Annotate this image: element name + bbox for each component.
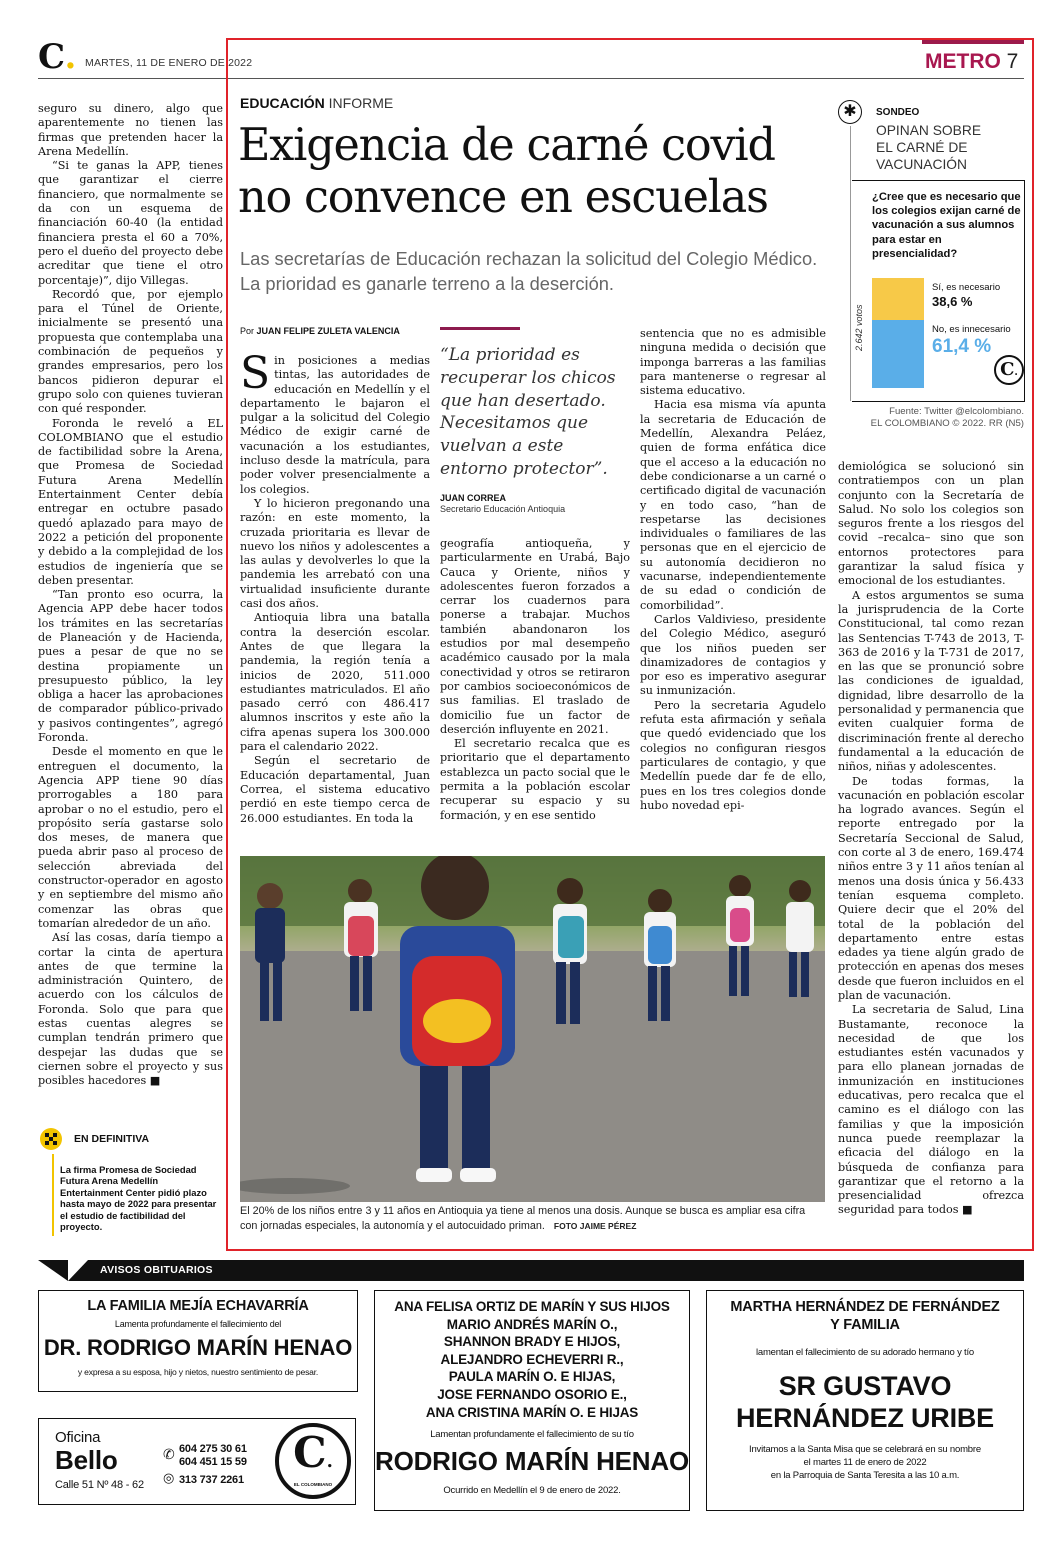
article-headline [238,120,828,224]
byline [240,326,400,336]
banner-title: AVISOS OBITUARIOS [100,1264,213,1276]
obituary-line: Lamenta profundamente el fallecimiento del [114,1319,282,1329]
left-paragraph: Foronda le reveló a EL COLOMBIANO que el estudio de factibilidad sobre la Arena, que Promesa de Sociedad Futura Arena Medellín Entertainment Center debía entregar en octubre pasado quedó aplazado para mayo de 2022 a petición del proponente y debido a la complejidad de los estudios de ingeniería que se deben presentar. [38,416,223,587]
poll-source: Fuente: Twitter @elcolombiano. [889,406,1024,417]
section-name: METRO [925,50,1001,73]
obituary-name: DR. RODRIGO MARÍN HENAO [43,1335,353,1360]
obituary-line: el martes 11 de enero de 2022 [803,1457,927,1468]
poll-inner [852,180,1025,402]
office-phone: 604 275 30 61 [179,1443,247,1455]
obituary-name: SR GUSTAVO [778,1371,952,1401]
drop-cap: S [240,348,271,399]
header-logo: C. [38,37,77,77]
article-paragraph: De todas formas, la vacunación en población escolar ha logrado avances. Según el reporte entregado por la Secretaría Seccional de Salud, con corte al 3 de enero, 169.474 niños entre 3 y 11 años tenían al menos una dosis única y 56.433 tenían esquema completo. Quiere decir que el 20% del total de la población del departamento entre estas edades ya tiene algún grado de protección en apenas dos meses desde que fueron incluidos en el plan de vacunación. [838,774,1024,1002]
obituaries-banner [38,1260,1024,1281]
obituary-family: JOSE FERNANDO OSORIO E., [437,1386,627,1402]
poll-box [836,100,1030,430]
left-paragraph: seguro su dinero, algo que aparentemente no tienen las firmas que pretenden hacer la Arena Medellín. [38,102,223,158]
poll-category-label: Sí, es necesario [932,282,1001,293]
obituary-box-1 [38,1290,358,1392]
definitiva-title: EN DEFINITIVA [74,1133,150,1145]
article-subhead: Las secretarías de Educación rechazan la solicitud del Colegio Médico. La prioridad es ganarle terreno a la deserción. [240,248,818,294]
logo-letter: C [38,37,65,77]
article-paragraph: geografía antioqueña, y particularmente en Urabá, Bajo Cauca y Oriente, niños y adolescentes fueron forzados a cerrar los cuadernos para ponerse a trabajar. Muchos también abandonaron los estudios por mal desempeño académico causado por la mala conectividad y otros se retiraron por cambios socioeconómicos de sus familias. El traslado de domicilio fue un factor de deserción influyente en 2021. [440,537,630,736]
office-city: Bello [55,1445,118,1475]
kicker-light: INFORME [328,95,394,111]
article-paragraph: El secretario recalca que es prioritario que el departamento establezca un pacto social que le permita a la población escolar recuperar su espacio y su formación, y en ese sentido [440,737,630,822]
article-paragraph: Antioquia libra una batalla contra la deserción escolar. Antes de que llegara la pandemia, la región tenía a inicios de 2020, 511.000 estudiantes matriculados. El año pasado cerró con 486.417 alumnos inscritos y este año la cifra apenas supera los 300.000 para el calendario 2022. [240,611,430,754]
caption-text: El 20% de los niños entre 3 y 11 años en Antioquia ya tiene al menos una dosis. Aunque se busca es ampliar esa cifra con jornadas especiales, la autonomía y el autocuidado priman. [240,1205,806,1232]
poll-bar-1 [872,320,924,388]
logo-brand: EL COLOMBIANO [293,1482,333,1487]
left-paragraph: Recordó que, por ejemplo para el Túnel de Oriente, inicialmente se presentó una propuesta que contemplaba una combinación de pequeños y grandes empresarios, pero los bancos pidieron depurar el grupo solo con quienes tuvieran con qué responder. [38,287,223,416]
obituary-family: PAULA MARÍN O. E HIJAS, [448,1369,616,1385]
obituary-box-2 [374,1290,690,1511]
article-col-4 [838,460,1024,1218]
headline-line: no convence en escuelas [238,172,768,223]
obituary-line: lamentan el fallecimiento de su adorado hermano y tío [755,1347,975,1358]
poll-votes: 2.642 votos [854,304,864,351]
obituary-family: LA FAMILIA MEJÍA ECHAVARRÍA [87,1298,309,1314]
byline-prefix: Por [240,326,255,336]
first-paragraph-text: in posiciones a medias tintas, las autoridades de educación en Medellín y el departamento le bajaron el pulgar a la solicitud del Colegio Médico de exigir carné de vacunación a los estudiantes, incluso desde la matrícula, para poder volver presencialmente a los colegios. [240,354,430,496]
left-column [38,102,223,1088]
office-address: Calle 51 Nº 48 - 62 [55,1479,144,1491]
photo-caption [240,1204,825,1233]
poll-category-label: No, es innecesario [932,324,1011,335]
definitiva-box [38,1126,223,1236]
left-paragraph: “Tan pronto eso ocurra, la Agencia APP debe hacer todos los trámites en las secretarías de Planeación y de Hacienda, pues a pesar de que no se destina propiamente un presupuesto público, la ley obliga a hacer las aprobaciones de comparador público-privado y pasivos contingentes”, agregó Foronda. [38,588,223,745]
article-col-1 [240,348,430,826]
obituary-line: Invitamos a la Santa Misa que se celebrará en su nombre [749,1444,981,1455]
banner-slash-2 [68,1260,88,1281]
article-paragraph: Según el secretario de Educación departamental, Juan Correa, el sistema educativo perdió en este tiempo cerca de 26.000 estudiantes. En toda la [240,754,430,825]
obituary-name: RODRIGO MARÍN HENAO [375,1446,689,1477]
article-paragraph: Hacia esa misma vía apunta la secretaria de Educación de Medellín, Alexandra Peláez, quien de forma enfática dice que el acceso a la educación no debe condicionarse a un carné o certificado digital de vacunación y en todo caso, “han de respetarse las decisiones individuales o familiares de las personas que en el ejercicio de su autonomía decidieron no vacunarse, independientemente de su edad o condición de comorbilidad”. [640,398,826,612]
photo-credit: FOTO JAIME PÉREZ [553,1220,637,1231]
phone-icon: ✆ [163,1447,175,1463]
logo-letter: C. [293,1428,333,1477]
obituary-line: y expresa a su esposa, hijo y nietos, nuestro sentimiento de pesar. [77,1367,319,1377]
obituary-line: Lamentan profundamente el fallecimiento de su tío [430,1429,634,1441]
article-paragraph: Y lo hicieron pregonando una razón: en este momento, la cruzada prioritaria es llevar de nuevo los niños y adolescentes a las aulas y devolverles lo que la pandemia les arrebató con una virtualidad insuficiente durante casi dos años. [240,496,430,611]
article-photo [240,856,825,1202]
poll-title: OPINAN SOBRE EL CARNÉ DE VACUNACIÓN [876,123,982,172]
headline-line: Exigencia de carné covid [238,120,775,171]
article-col-2 [440,537,630,823]
article-paragraph: demiológica se solucionó sin contratiempos con un plan conjunto con la Secretaría de Salud. No solo los colegios son seguros frente a los riesgos del covid –recalca– sino que son entornos protectores para garantizar la salud física y emocional de los estudiantes. [838,460,1024,588]
definitiva-rule [52,1154,54,1236]
left-paragraph: “Si te ganas la APP, tienes que garantizar el cierre financiero, que normalmente se da con un esquema de financiación 60-40 (la entidad financiera presta el 60 a 70%, pero el dueño del proyecto debe acreditar que tiene el otro porcentaje)”, dijo Villegas. [38,159,223,287]
quote-author: JUAN CORREA [440,492,507,503]
article-paragraph: Carlos Valdivieso, presidente del Colegio Médico, aseguró que los niños pueden ser dinamizadores de contagios y por eso es imperativo asegurar su inmunización. [640,612,826,698]
article-kicker [240,95,393,111]
poll-label: SONDEO [876,107,920,118]
poll-icon: ✱ [838,100,862,124]
article-paragraph: La secretaria de Salud, Lina Bustamante, reconoce la necesidad de que los estudiantes estén vacunados y para ello planean jornadas de inmunización en instituciones educativas, pero recalca que el camino es el diálogo con las familias y que la imposición nunca puede reemplazar la eficacia del diálogo en la búsqueda de confianza para garantizar que el retorno a la presencialidad ofrezca seguridad para todos ■ [838,1003,1024,1217]
poll-value-label: 61,4 % [932,336,992,357]
poll-bar-0 [872,278,924,320]
whatsapp-icon: ◎ [163,1471,175,1486]
obituary-family: SHANNON BRADY E HIJOS, [443,1334,621,1350]
article-paragraph: A estos argumentos se suma la jurisprudencia de la Corte Constitucional, tal como rezan las Sentencias T-743 de 2013, T-363 de 2016 y la T-731 de 2017, en las que se pronunció sobre las condiciones de igualdad, dignidad, libre desarrollo de la personalidad y permanencia que eviten cualquier forma de discriminación frente al derecho fundamental a la educación de niños, niñas y adolescentes. [838,588,1024,774]
obituary-names [375,1298,689,1421]
article-paragraph [240,348,430,497]
obituary-family: Y FAMILIA [830,1317,900,1333]
photo-illustration [240,856,825,1202]
left-paragraph: Así las cosas, daría tiempo a cortar la cinta de apertura antes de que termine la administración Quintero, de acuerdo con los cálculos de Foronda. Solo que para que estas cuentas alegres se cumplan tendrán primero que despejar las dudas que se ciernen sobre el proyecto y sus posibles hacedores ■ [38,931,223,1088]
left-paragraph: Desde el momento en que le entreguen el documento, la Agencia APP tiene 90 días prorrogables a 180 para aprobar o no el estudio, pero el propósito sería gastarse solo dos meses, de manera que pueda abrir paso al proceso de selección abreviada del constructor-operador en agosto y en septiembre del mismo año comenzar las obras que tomarían alrededor de un año. [38,745,223,930]
office-whatsapp: 313 737 2261 [179,1474,244,1486]
obituary-family: ALEJANDRO ECHEVERRI R., [440,1351,624,1367]
office-phone: 604 451 15 59 [179,1456,247,1468]
definitiva-icon [40,1128,62,1150]
definitiva-text: La firma Promesa de Sociedad Futura Arena Medellín Entertainment Center pidió plazo hasta mayo de 2022 para presentar el estudio de factibilidad del proyecto. [60,1164,217,1233]
obituary-family: MARIO ANDRÉS MARÍN O., [446,1316,618,1332]
kicker-bold: EDUCACIÓN [240,95,325,111]
obituary-line: Ocurrido en Medellín el 9 de enero de 2022. [443,1485,621,1497]
el-colombiano-seal: C. [994,355,1024,385]
header-date: MARTES, 11 DE ENERO DE 2022 [85,57,253,69]
office-box [38,1418,356,1505]
el-colombiano-logo [275,1423,351,1499]
obituary-line: en la Parroquia de Santa Teresita a las 10 a.m. [770,1470,960,1481]
pull-quote [440,327,630,514]
poll-title-rule [850,126,851,401]
obituary-name: HERNÁNDEZ URIBE [735,1403,994,1433]
byline-name: JUAN FELIPE ZULETA VALENCIA [256,326,400,336]
obituary-box-3 [706,1290,1024,1511]
poll-question: ¿Cree que es necesario que los colegios exijan carné de vacunación a sus alumnos para estar en presencialidad? [872,191,1021,260]
quote-rule [440,327,520,330]
poll-copyright: EL COLOMBIANO © 2022. RR (N5) [870,418,1024,429]
obituary-family: ANA CRISTINA MARÍN O. E HIJAS [425,1404,639,1420]
page-number: 7 [1006,50,1019,73]
obituary-family: MARTHA HERNÁNDEZ DE FERNÁNDEZ [730,1299,1000,1315]
article-paragraph: Pero la secretaria Agudelo refuta esta afirmación y señala que quedó evidenciado que los colegios no configuran riesgos particulares de contagio, y que Medellín puede dar fe de ello, pues en los tres colegios donde hubo novedad epi- [640,698,826,812]
article-col-3 [640,327,826,813]
quote-role: Secretario Educación Antioquia [440,503,566,514]
article-paragraph: sentencia que no es admisible ninguna medida o decisión que imponga barreras a las familias para mantenerse o regresar al sistema educativo. [640,327,826,398]
office-label: Oficina [55,1429,101,1446]
poll-value-label: 38,6 % [932,294,973,309]
obituary-family: ANA FELISA ORTIZ DE MARÍN Y SUS HIJOS [394,1299,670,1314]
quote-text: “La prioridad es recuperar los chicos que han desertado. Necesitamos que vuelvan a este entorno protector”. [440,345,616,479]
banner-slash [38,1260,68,1281]
